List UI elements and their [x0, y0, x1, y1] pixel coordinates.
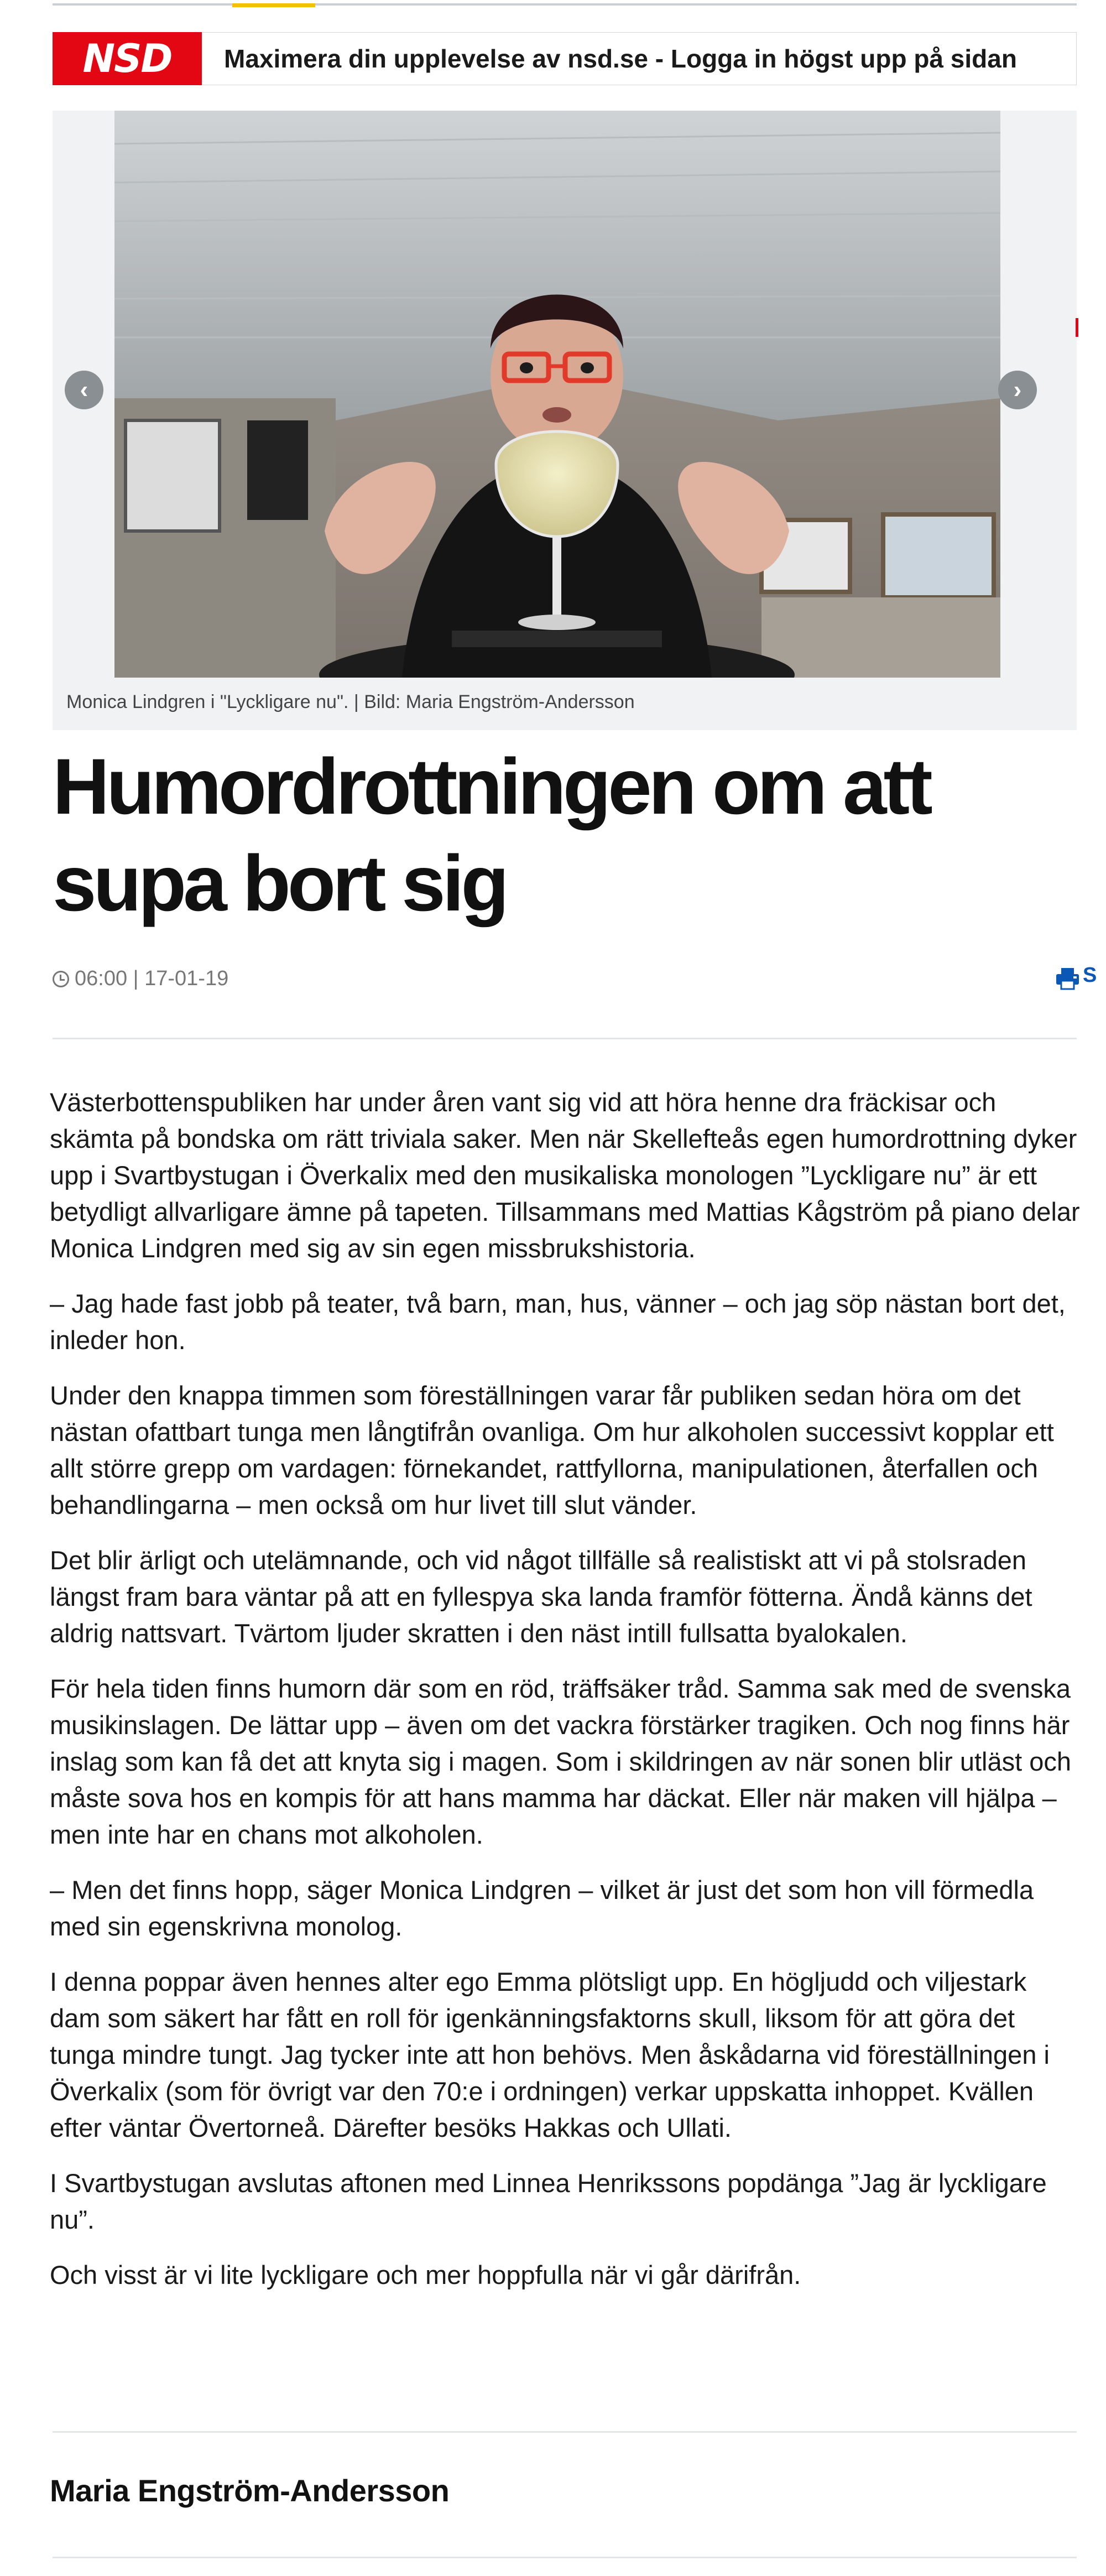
- author-bottom-divider: [53, 2557, 1077, 2558]
- active-tab-indicator: [232, 3, 315, 7]
- body-paragraph: I Svartbystugan avslutas aftonen med Linnea Henrikssons popdänga ”Jag är lyckligare nu”.: [50, 2168, 1047, 2234]
- print-label[interactable]: S: [1083, 964, 1097, 987]
- chevron-left-icon: ‹: [80, 376, 88, 403]
- body-paragraph: Och visst är vi lite lyckligare och mer hoppfulla när vi går därifrån.: [50, 2260, 801, 2289]
- body-paragraph: I denna poppar även hennes alter ego Emma plötsligt upp. En högljudd och viljestark dam som säkert har fått en roll för igenkänningsfaktorns skull, liksom för att göra det tunga mindre tungt. Jag tycker inte att hon behövs. Men åskådarna vid föreställningen i Överkalix (som för övrigt var den 70:e i ordningen) verkar uppskatta inhoppet. Kvällen efter väntar Övertorneå. Därefter besöks Hakkas och Ullati.: [50, 1967, 1050, 2142]
- offscreen-element-edge: [1076, 318, 1078, 337]
- article-body: [50, 1084, 1084, 2312]
- print-icon[interactable]: [1055, 967, 1080, 990]
- author-top-divider: [53, 2431, 1077, 2433]
- author-byline[interactable]: Maria Engström-Andersson: [50, 2473, 450, 2508]
- body-paragraph: För hela tiden finns humorn där som en röd, träffsäker tråd. Samma sak med de svenska musikinslagen. De lättar upp – även om det vackra förstärker tragiken. Och nog finns här inslag som kan få det att knyta sig i magen. Som i skildringen av när sonen blir utläst och måste sova hos en kompis för att hans mamma har däckat. Eller när maken vill hjälpa – men inte har en chans mot alkoholen.: [50, 1674, 1071, 1849]
- publish-time: 06:00: [75, 967, 128, 990]
- body-paragraph: – Jag hade fast jobb på teater, två barn, man, hus, vänner – och jag söp nästan bort det, inleder hon.: [50, 1289, 1066, 1355]
- gallery-next-button[interactable]: [998, 371, 1037, 409]
- top-divider: [53, 3, 1077, 6]
- article-meta: [53, 967, 228, 991]
- body-paragraph: Under den knappa timmen som föreställningen varar får publiken sedan höra om det nästan ofattbart tunga men långtifrån ovanliga. Om hur alkoholen successivt kopplar ett allt större grepp om vardagen: förnekandet, rattfyllorna, manipulationen, återfallen och behandlingarna – men också om hur livet till slut vänder.: [50, 1381, 1054, 1519]
- clock-icon: [53, 971, 69, 987]
- chevron-right-icon: ›: [1013, 376, 1022, 403]
- photo-illustration: [114, 111, 1000, 678]
- article-photo[interactable]: [114, 111, 1000, 678]
- publish-date: 17-01-19: [144, 967, 229, 990]
- meta-separator: |: [127, 967, 145, 990]
- body-paragraph: Västerbottenspubliken har under åren vant sig vid att höra henne dra fräckisar och skämta på bondska om rätt triviala saker. Men när Skellefteås egen humordrottning dyker upp i Svartbystugan i Överkalix med den musikaliska monologen ”Lyckligare nu” är ett betydligt allvarligare ämne på tapeten. Tillsammans med Mattias Kågström på piano delar Monica Lindgren med sig av sin egen missbrukshistoria.: [50, 1087, 1080, 1263]
- body-paragraph: – Men det finns hopp, säger Monica Lindgren – vilket är just det som hon vill förmedla med sin egenskrivna monolog.: [50, 1875, 1034, 1941]
- meta-divider: [53, 1038, 1077, 1039]
- gallery-prev-button[interactable]: [65, 371, 103, 409]
- body-paragraph: Det blir ärligt och utelämnande, och vid något tillfälle så realistiskt att vi på stolsraden längst fram bara väntar på att en fyllespya ska landa framför fötterna. Ändå känns det aldrig nattsvart. Tvärtom ljuder skratten i den näst intill fullsatta byalokalen.: [50, 1545, 1032, 1648]
- photo-caption: Monica Lindgren i "Lyckligare nu". | Bild: Maria Engström-Andersson: [66, 691, 635, 712]
- login-banner[interactable]: [53, 32, 1077, 85]
- article-headline: Humordrottningen om att supa bort sig: [53, 743, 930, 928]
- nsd-logo[interactable]: NSD: [53, 32, 202, 85]
- image-gallery: [53, 111, 1077, 730]
- login-banner-text[interactable]: Maximera din upplevelse av nsd.se - Logga in högst upp på sidan: [224, 44, 1017, 73]
